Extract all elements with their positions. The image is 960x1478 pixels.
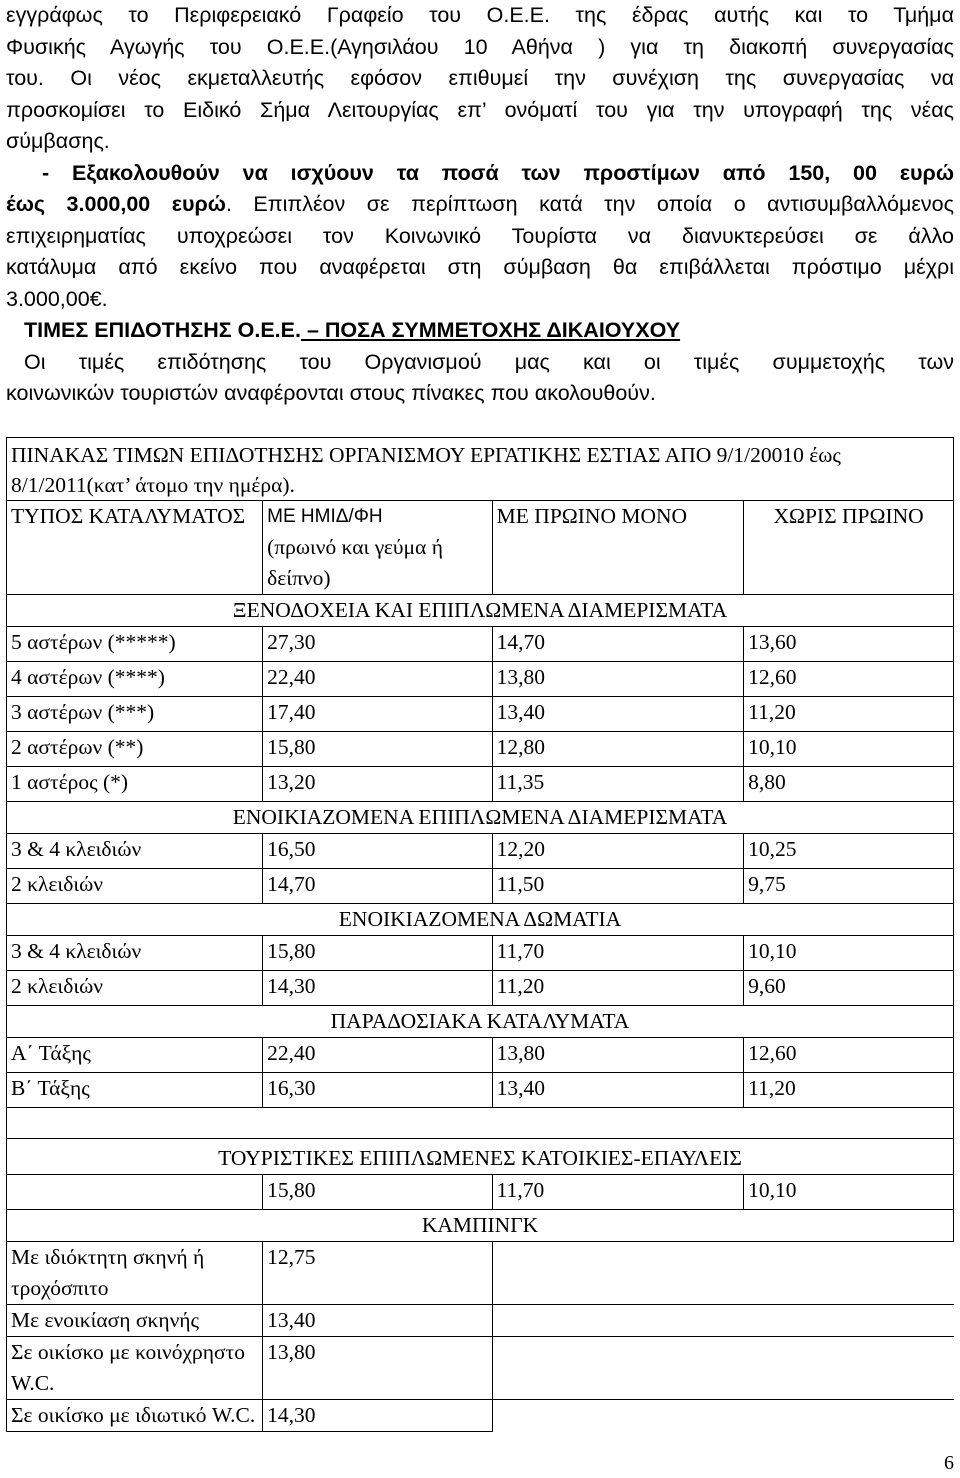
price-cell: 22,40 [263, 1038, 493, 1073]
price-cell: 13,60 [744, 627, 954, 662]
price-cell: 12,20 [492, 834, 743, 869]
price-cell: 16,50 [263, 834, 493, 869]
accommodation-type-cell: 1 αστέρος (*) [7, 767, 263, 802]
table-row [7, 697, 954, 732]
empty-cell [492, 1400, 953, 1432]
price-cell: 14,70 [263, 869, 493, 904]
header-half-board [263, 501, 493, 595]
fines-line-2 [6, 189, 954, 221]
price-cell: 14,30 [263, 971, 493, 1006]
text-line: σύμβασης. [6, 129, 110, 153]
section-title: ΞΕΝΟΔΟΧΕΙΑ ΚΑΙ ΕΠΙΠΛΩΜΕΝΑ ΔΙΑΜΕΡΙΣΜΑΤΑ [7, 595, 954, 627]
fines-bold-line: - Εξακολουθούν να ισχύουν τα ποσά των προστίμων από 150, 00 ευρώ [42, 160, 954, 185]
table-row [7, 869, 954, 904]
villas-breakfast: 11,70 [492, 1175, 743, 1210]
price-cell: 8,80 [744, 767, 954, 802]
price-cell: 10,10 [744, 936, 954, 971]
price-cell: 13,40 [492, 697, 743, 732]
text-line: κοινωνικών τουριστών αναφέρονται στους πίνακες που ακολουθούν. [6, 381, 656, 405]
price-cell: 11,20 [744, 1073, 954, 1108]
camping-row [7, 1400, 954, 1432]
page-number: 6 [944, 1452, 954, 1474]
camping-row [7, 1337, 954, 1400]
accommodation-type-cell: 3 & 4 κλειδιών [7, 936, 263, 971]
price-cell: 10,10 [744, 732, 954, 767]
table-row [7, 971, 954, 1006]
price-cell: 12,75 [263, 1242, 493, 1305]
price-cell: 13,40 [263, 1305, 493, 1337]
fines-continuation: . Επιπλέον σε περίπτωση κατά την οποία ο αντισυμβαλλόμενος [225, 192, 954, 216]
header-half-board-title: ΜΕ ΗΜΙΔ/ΦΗ [267, 506, 383, 527]
sections-body [7, 595, 954, 1108]
table-row [7, 627, 954, 662]
price-cell: 11,20 [492, 971, 743, 1006]
price-cell: 12,60 [744, 662, 954, 697]
section-title: ΕΝΟΙΚΙΑΖΟΜΕΝΑ ΔΩΜΑΤΙΑ [7, 904, 954, 936]
price-cell: 27,30 [263, 627, 493, 662]
accommodation-type-cell: 4 αστέρων (****) [7, 662, 263, 697]
text-line: επιχειρηματίας υποχρεώσει τον Κοινωνικό Τουρίστα να διανυκτερεύσει σε άλλο [6, 223, 954, 248]
table-row [7, 662, 954, 697]
section-title: ΠΑΡΑΔΟΣΙΑΚΑ ΚΑΤΑΛΥΜΑΤΑ [7, 1006, 954, 1038]
header-breakfast-only: ΜΕ ΠΡΩΙΝΟ ΜΟΝΟ [492, 501, 743, 595]
price-cell: 13,80 [263, 1337, 493, 1400]
price-cell: 13,20 [263, 767, 493, 802]
price-cell: 13,80 [492, 1038, 743, 1073]
header-half-board-note: (πρωινό και γεύμα ή δείπνο) [267, 535, 443, 590]
camping-row [7, 1242, 954, 1305]
text-line: κατάλυμα από εκείνο που αναφέρεται στη σύμβαση θα επιβάλλεται πρόστιμο μέχρι [6, 255, 954, 279]
price-cell: 14,30 [263, 1400, 493, 1432]
text-line: Φυσικής Αγωγής του Ο.Ε.Ε.(Αγησιλάου 10 Αθήνα ) για τη διακοπή συνεργασίας [6, 34, 954, 59]
accommodation-type-cell: 2 αστέρων (**) [7, 732, 263, 767]
price-cell: 11,20 [744, 697, 954, 732]
price-cell: 22,40 [263, 662, 493, 697]
price-cell: 15,80 [263, 936, 493, 971]
price-cell: 13,40 [492, 1073, 743, 1108]
heading-separator: – [300, 318, 325, 342]
table-row [7, 1038, 954, 1073]
price-cell: 16,30 [263, 1073, 493, 1108]
camping-type-cell: Σε οικίσκο με κοινόχρηστο W.C. [7, 1337, 263, 1400]
camping-body [7, 1242, 954, 1432]
price-cell: 9,75 [744, 869, 954, 904]
price-cell: 11,50 [492, 869, 743, 904]
document-body [6, 0, 954, 410]
header-no-breakfast: ΧΩΡΙΣ ΠΡΩΙΝΟ [744, 501, 954, 595]
text-line: Οι τιμές επιδότησης του Οργανισμού μας και οι τιμές συμμετοχής των [24, 349, 954, 374]
camping-type-cell: Με ενοικίαση σκηνής [7, 1305, 263, 1337]
camping-type-cell: Με ιδιόκτητη σκηνή ή τροχόσπιτο [7, 1242, 263, 1305]
price-cell: 15,80 [263, 732, 493, 767]
villas-type-cell [7, 1175, 263, 1210]
text-line: του. Οι νέος εκμεταλλευτής εφόσον επιθυμεί την συνέχιση της συνεργασίας να [6, 66, 954, 90]
price-cell: 12,80 [492, 732, 743, 767]
section-title-villas: ΤΟΥΡΙΣΤΙΚΕΣ ΕΠΙΠΛΩΜΕΝΕΣ ΚΑΤΟΙΚΙΕΣ-ΕΠΑΥΛΕΙΣ [7, 1139, 954, 1175]
section-title-camping: ΚΑΜΠΙΝΓΚ [7, 1210, 954, 1242]
accommodation-type-cell: 3 αστέρων (***) [7, 697, 263, 732]
price-cell: 11,35 [492, 767, 743, 802]
table-row [7, 732, 954, 767]
accommodation-type-cell: 3 & 4 κλειδιών [7, 834, 263, 869]
price-cell: 14,70 [492, 627, 743, 662]
section-title: ΕΝΟΙΚΙΑΖΟΜΕΝΑ ΕΠΙΠΛΩΜΕΝΑ ΔΙΑΜΕΡΙΣΜΑΤΑ [7, 802, 954, 834]
camping-type-cell: Σε οικίσκο με ιδιωτικό W.C. [7, 1400, 263, 1432]
price-cell: 17,40 [263, 697, 493, 732]
price-cell: 11,70 [492, 936, 743, 971]
villas-no-breakfast: 10,10 [744, 1175, 954, 1210]
villas-half-board: 15,80 [263, 1175, 493, 1210]
text-line: προσκομίσει το Ειδικό Σήμα Λειτουργίας επ’ ονόματί του για την υπογραφή της νέας [6, 97, 954, 122]
table-row [7, 834, 954, 869]
section-heading [6, 315, 954, 347]
empty-cell [492, 1337, 953, 1400]
table-row [7, 767, 954, 802]
table-row [7, 1073, 954, 1108]
heading-participation: ΠΟΣΑ ΣΥΜΜΕΤΟΧΗΣ ΔΙΚΑΙΟΥΧΟΥ [324, 318, 681, 342]
accommodation-type-cell: 2 κλειδιών [7, 869, 263, 904]
accommodation-type-cell: Α΄ Τάξης [7, 1038, 263, 1073]
text-line: 3.000,00€. [6, 286, 108, 311]
price-cell: 9,60 [744, 971, 954, 1006]
intro-paragraph [6, 0, 954, 158]
price-cell: 10,25 [744, 834, 954, 869]
empty-cell [492, 1242, 953, 1305]
header-type: ΤΥΠΟΣ ΚΑΤΑΛΥΜΑΤΟΣ [7, 501, 263, 595]
accommodation-type-cell: 5 αστέρων (*****) [7, 627, 263, 662]
price-table [6, 437, 954, 1432]
text-line: εγγράφως το Περιφερειακό Γραφείο του Ο.Ε.Ε. της έδρας αυτής και το Τμήμα [6, 3, 954, 27]
fines-bold-end: έως 3.000,00 ευρώ [6, 192, 226, 216]
heading-subsidy: ΤΙΜΕΣ ΕΠΙΔΟΤΗΣΗΣ Ο.Ε.Ε. [24, 318, 301, 342]
price-cell: 12,60 [744, 1038, 954, 1073]
table-title: ΠΙΝΑΚΑΣ ΤΙΜΩΝ ΕΠΙΔΟΤΗΣΗΣ ΟΡΓΑΝΙΣΜΟΥ ΕΡΓΑΤΙΚΗΣ ΕΣΤΙΑΣ ΑΠΟ 9/1/20010 έως 8/1/2011(κατ’ άτομο την ημέρα). [7, 438, 954, 501]
camping-row [7, 1305, 954, 1337]
accommodation-type-cell: 2 κλειδιών [7, 971, 263, 1006]
empty-cell [492, 1305, 953, 1337]
price-cell: 13,80 [492, 662, 743, 697]
table-row [7, 936, 954, 971]
blank-row [7, 1108, 954, 1139]
accommodation-type-cell: Β΄ Τάξης [7, 1073, 263, 1108]
